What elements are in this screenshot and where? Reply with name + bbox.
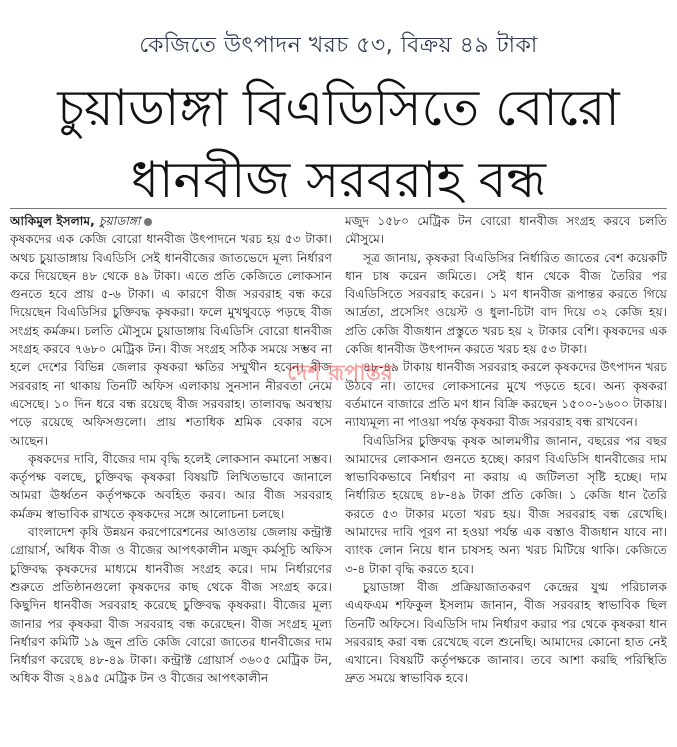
headline	[0, 72, 677, 216]
paragraph: ৪৮-৪৯ টাকায় ধানবীজ সরবরাহ করলে কৃষকদের উৎপাদন খরচ উঠবে না। তাদের লোকসানের মুখে পড়তে হবে। অন্য কৃষকরা বর্তমানে বাজারে প্রতি মণ ধান বিক্রি করছেন ১৫০০-১৬০০ টাকায়। ন্যায্যমূল্য না পাওয়া পর্যন্ত কৃষকরা বীজ সরবরাহ বন্ধ রাখবেন।	[345, 360, 667, 430]
paragraph: কৃষকদের দাবি, বীজের দাম বৃদ্ধি হলেই লোকসান কমানো সম্ভব। কর্তৃপক্ষ বলছে, চুক্তিবদ্ধ কৃষকরা বিষয়টি লিখিতভাবে জানালে আমরা ঊর্ধ্বতন কর্তৃপক্ষকে অবহিত করব। আর বীজ সরবরাহ কর্মক্রম স্বাভাবিক রাখতে কৃষকদের সঙ্গে আলোচনা চলছে।	[10, 451, 332, 521]
paragraph: সূত্র জানায়, কৃষকরা বিএডিসির নির্ধারিত জাতের বেশ কয়েকটি ধান চাষ করেন জমিতে। সেই ধান থেকে বীজ তৈরির পর বিএডিসিতে সরবরাহ করেন। ১ মণ ধানবীজ রূপান্তর করতে গিয়ে আর্দ্রতা, প্রসেসিং ওয়েস্ট ও ধুলা-চিটা বাদ দিয়ে ৩২ কেজি হয়। প্রতি কেজি বীজধান প্রস্তুতে খরচ হয় ২ টাকার বেশি। কৃষকদের এক কেজি ধানবীজ উৎপাদন করতে খরচ হয় ৫৩ টাকা।	[345, 250, 667, 357]
paragraph: বিএডিসির চুক্তিবদ্ধ কৃষক আলমগীর জানান, বছরের পর বছর আমাদের লোকসান গুনতে হচ্ছে। কারণ বিএডিসি ধানবীজের দাম স্বাভাবিকভাবে নির্ধারণ না করায় এ জটিলতা সৃষ্টি হচ্ছে। দাম নির্ধারিত হয়েছে ৪৮-৪৯ টাকা প্রতি কেজি। ১ কেজি ধান তৈরি করতে ৫৩ টাকার মতো খরচ হয়। বীজ সরবরাহ বন্ধ রেখেছি। আমাদের দাবি পূরণ না হওয়া পর্যন্ত এক বস্তাও বীজধান যাবে না। ব্যাংক লোন নিয়ে ধান চাষসহ অন্য খরচ মিটিয়ে থাকি। কেজিতে ৩-৪ টাকা বৃদ্ধি করতে হবে।	[345, 433, 667, 576]
byline	[10, 214, 152, 228]
right-column	[345, 212, 667, 747]
paragraph: চুয়াডাঙ্গা বীজ প্রক্রিয়াজাতকরণ কেন্দ্রের যুগ্ম পরিচালক এএফএম শফিকুল ইসলাম জানান, বীজ সরবরাহ স্বাভাবিক ছিল তিনটি অফিসে। বিএডিসি দাম নির্ধারণ করার পর থেকে কৃষকরা ধান সরবরাহ করা বন্ধ রেখেছে বলে শুনেছি। আমাদের কোনো হাত নেই এখানে। বিষয়টি কর্তৃপক্ষকে জানাব। তবে আশা করছি পরিস্থিতি দ্রুত সময়ে স্বাভাবিক হবে।	[345, 579, 667, 686]
headline-divider	[10, 208, 667, 209]
byline-place: চুয়াডাঙ্গা	[98, 214, 141, 228]
headline-line-2: ধানবীজ সরবরাহ বন্ধ	[130, 151, 547, 209]
publisher-watermark: দেশ রূপান্তর	[287, 361, 393, 386]
author-name: আকিমুল ইসলাম,	[10, 214, 95, 228]
paragraph	[10, 212, 332, 450]
paragraph: বাংলাদেশ কৃষি উন্নয়ন করপোরেশনের আওতায় জেলায় কন্ট্রাক্ট গ্রোয়ার্স, অধিক বীজ ও বীজের আপৎকালীন মজুদ কর্মসূচি অফিস চুক্তিবদ্ধ কৃষকদের মাধ্যমে ধানবীজ সংগ্রহ করে। দাম নির্ধারণের শুরুতে প্রতিষ্ঠানগুলো কৃষকদের কাছ থেকে বীজ সংগ্রহ করে। কিছুদিন ধানবীজ সরবরাহ করেছে চুক্তিবদ্ধ কৃষকরা। বীজের মূল্য জানার পর কৃষকরা বীজ সরবরাহ বন্ধ করেছেন। বীজ সংগ্রহ মূল্য নির্ধারণ কমিটি ১৯ জুন প্রতি কেজি বোরো জাতের ধানবীজের দাম নির্ধারণ করেছে ৪৮-৪৯ টাকা। কন্ট্রাক্ট গ্রোয়ার্স ৩৬০৫ মেট্রিক টন, অধিক বীজ ২৪৯৫ মেট্রিক টন ও বীজের আপৎকালীন	[10, 525, 332, 686]
bullet-icon	[144, 218, 152, 226]
paragraph: মজুদ ১৫৮০ মেট্রিক টন বোরো ধানবীজ সংগ্রহ করবে চলতি মৌসুমে।	[345, 214, 667, 247]
kicker-subheadline: কেজিতে উৎপাদন খরচ ৫৩, বিক্রয় ৪৯ টাকা	[139, 33, 538, 58]
headline-line-1: চুয়াডাঙ্গা বিএডিসিতে বোরো	[57, 79, 620, 137]
left-column	[10, 212, 332, 747]
paragraph-text: কৃষকদের এক কেজি বোরো ধানবীজ উৎপাদনে খরচ হয় ৫৩ টাকা। অথচ চুয়াডাঙ্গায় বিএডিসি সেই ধানবীজের জাতভেদে মূল্য নির্ধারণ করে দিয়েছেন ৪৮ থেকে ৪৯ টাকা। এতে প্রতি কেজিতে লোকসান গুনতে হবে প্রায় ৫-৬ টাকা। এ কারণে বীজ সরবরাহ বন্ধ করে দিয়েছেন বিএডিসির চুক্তিবদ্ধ কৃষকরা। ফলে মুখথুবড়ে পড়ছে বীজ সংগ্রহ কর্মক্রম। চলতি মৌসুমে চুয়াডাঙ্গায় বিএডিসি বোরো ধানবীজ সংগ্রহ করবে ৭৬৮০ মেট্রিক টন। বীজ সংগ্রহ সঠিক সময়ে সম্ভব না হলে দেশের বিভিন্ন জেলার কৃষকরা ক্ষতির সম্মুখীন হবেন। বীজ সরবরাহ না থাকায় তিনটি অফিস এলাকায় সুনসান নীরবতা নেমে এসেছে। ১০ দিন ধরে বন্ধ রয়েছে বীজ সরবরাহ। তালাবদ্ধ অবস্থায় পড়ে রয়েছে অফিসগুলো। প্রায় শতাধিক শ্রমিক বেকার বসে আছেন।	[10, 232, 332, 448]
